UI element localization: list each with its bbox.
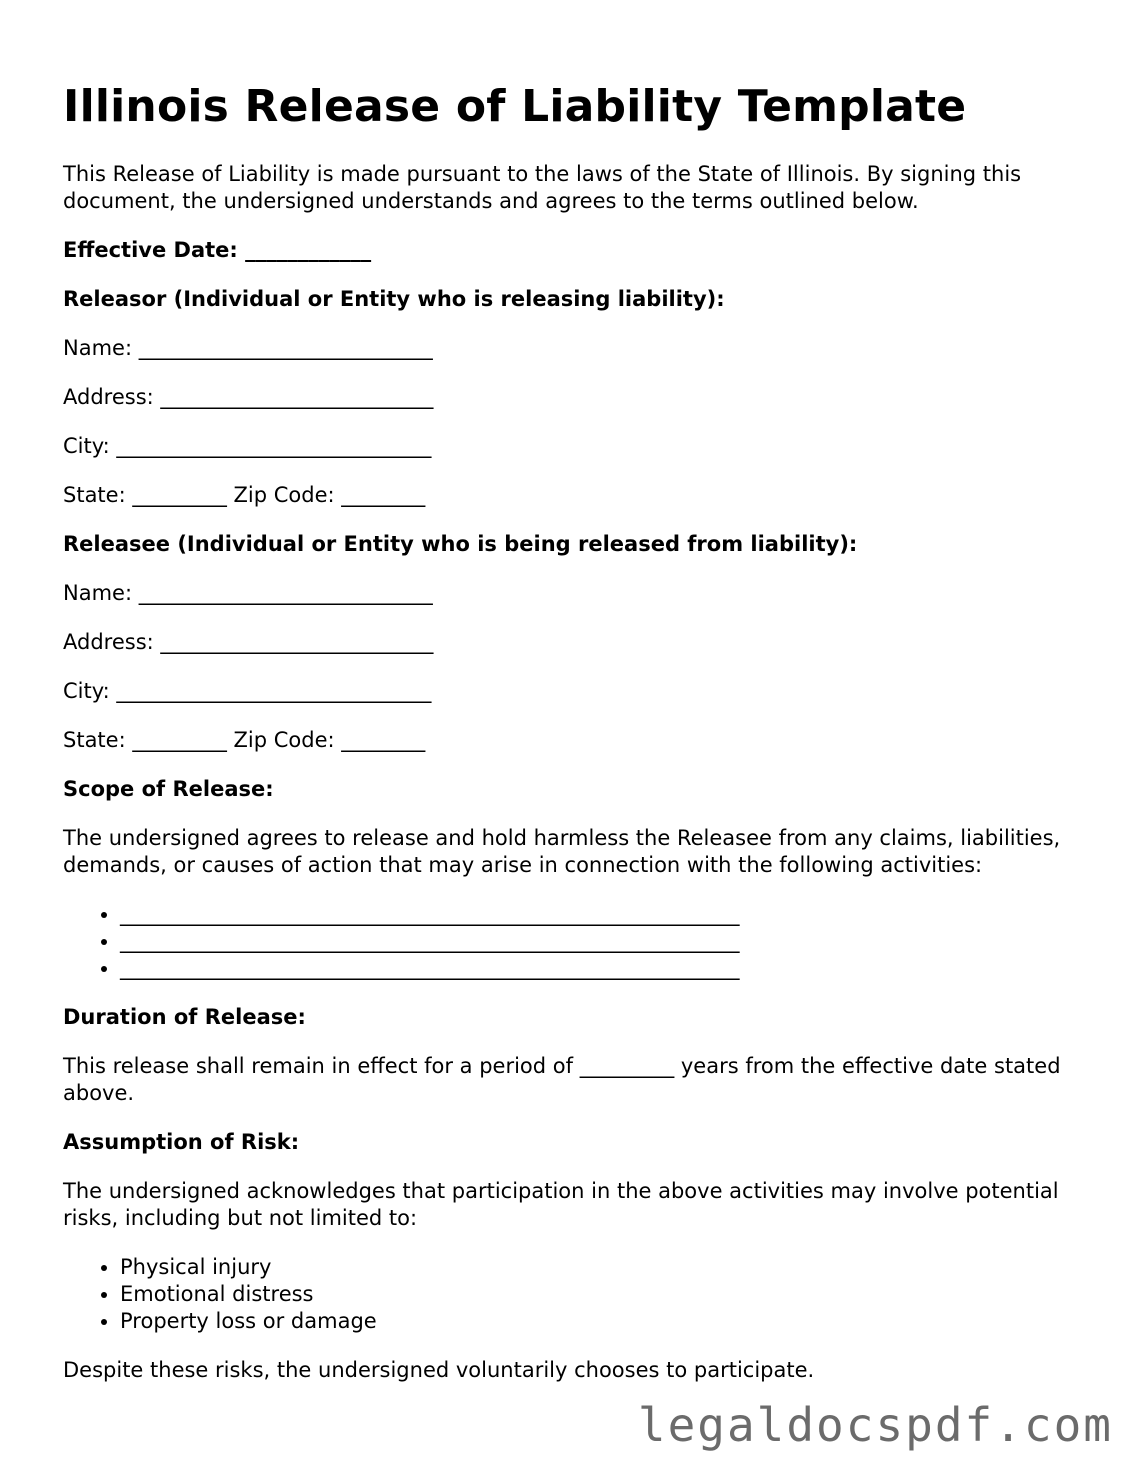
scope-paragraph: The undersigned agrees to release and hold harmless the Releasee from any claims, liabilities, demands, or causes of action that may arise in connection with the following activities: [63, 826, 1061, 877]
effective-date-field: Effective Date: ____________ [63, 238, 372, 262]
watermark: legaldocspdf.com [637, 1398, 1113, 1452]
list-item: • Property loss or damage [120, 1308, 1093, 1335]
document-page [63, 78, 1093, 1384]
releasor-name-field: Name: ____________________________ [63, 336, 433, 360]
releasor-city-field: City: ______________________________ [63, 434, 432, 458]
releasee-address-field: Address: __________________________ [63, 630, 434, 654]
intro-paragraph: This Release of Liability is made pursuant to the laws of the State of Illinois. By signing this document, the undersigned understands and agrees to the terms outlined below. [63, 162, 1022, 213]
activities-list [63, 901, 1093, 982]
scope-heading: Scope of Release: [63, 777, 274, 801]
risks-list [63, 1254, 1093, 1335]
risk-heading: Assumption of Risk: [63, 1130, 300, 1154]
list-item: • Emotional distress [120, 1281, 1093, 1308]
risk-paragraph: The undersigned acknowledges that participation in the above activities may involve potential risks, including but not limited to: [63, 1179, 1059, 1230]
list-item: • ___________________________________________________________ [120, 901, 1093, 928]
list-item: • Physical injury [120, 1254, 1093, 1281]
releasee-city-field: City: ______________________________ [63, 679, 432, 703]
risk-closing: Despite these risks, the undersigned voluntarily chooses to participate. [63, 1358, 815, 1382]
releasee-state-zip-field: State: _________ Zip Code: ________ [63, 728, 426, 752]
duration-paragraph: This release shall remain in effect for a period of _________ years from the effective date stated above. [63, 1054, 1061, 1105]
releasor-heading: Releasor (Individual or Entity who is releasing liability): [63, 287, 725, 311]
releasor-address-field: Address: __________________________ [63, 385, 434, 409]
releasee-heading: Releasee (Individual or Entity who is being released from liability): [63, 532, 858, 556]
releasor-state-zip-field: State: _________ Zip Code: ________ [63, 483, 426, 507]
releasee-name-field: Name: ____________________________ [63, 581, 433, 605]
list-item: • ___________________________________________________________ [120, 928, 1093, 955]
duration-heading: Duration of Release: [63, 1005, 306, 1029]
document-title: Illinois Release of Liability Template [63, 81, 967, 132]
list-item: • ___________________________________________________________ [120, 955, 1093, 982]
